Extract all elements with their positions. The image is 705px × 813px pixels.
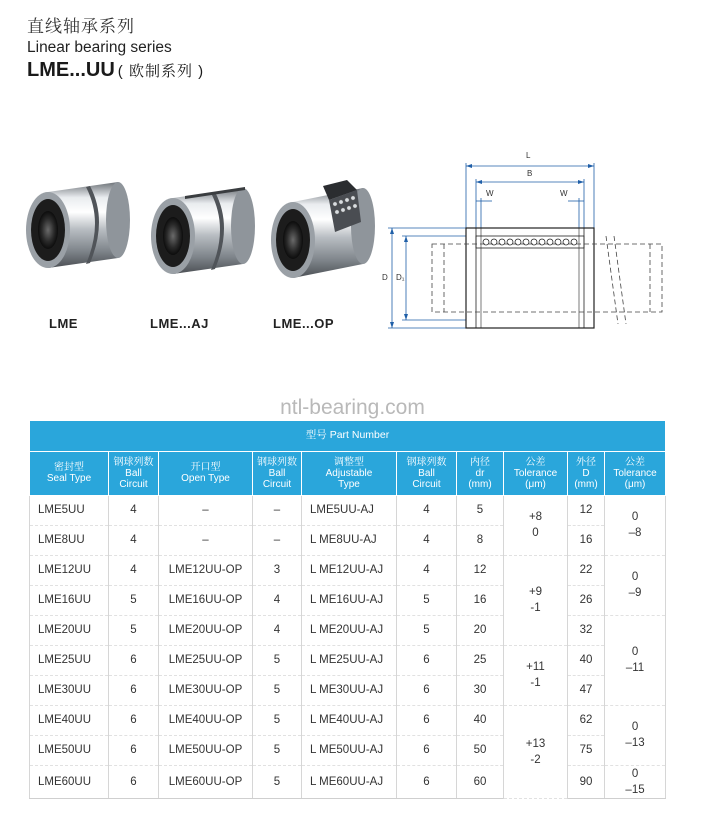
table-cell: 20 <box>457 615 504 645</box>
table-cell: 6 <box>109 705 159 735</box>
col-seal-type: 密封型 Seal Type <box>30 451 109 495</box>
table-cell: 40 <box>457 705 504 735</box>
series-title <box>27 59 204 82</box>
lme-op-photo <box>271 180 375 278</box>
technical-drawing <box>382 146 682 336</box>
table-cell: 6 <box>397 645 457 675</box>
table-cell: L ME20UU-AJ <box>302 615 397 645</box>
dim-label-l: L <box>526 151 531 160</box>
table-cell: LME25UU <box>30 645 109 675</box>
table-cell: L ME30UU-AJ <box>302 675 397 705</box>
table-cell: 50 <box>457 735 504 765</box>
col-outer-diameter: 外径 D (mm) <box>568 451 605 495</box>
table-cell: 6 <box>109 645 159 675</box>
table-cell: L ME60UU-AJ <box>302 765 397 798</box>
table-row <box>30 735 666 765</box>
lme-photo <box>26 182 130 268</box>
table-cell: 30 <box>457 675 504 705</box>
table-row <box>30 675 666 705</box>
table-cell: 5 <box>253 735 302 765</box>
table-cell: 5 <box>109 585 159 615</box>
table-cell: LME40UU-OP <box>159 705 253 735</box>
table-row <box>30 615 666 645</box>
table-cell: LME8UU <box>30 525 109 555</box>
table-row <box>30 705 666 735</box>
col-open-type: 开口型 Open Type <box>159 451 253 495</box>
table-cell: 6 <box>109 765 159 798</box>
watermark: ntl-bearing.com <box>280 396 425 419</box>
table-cell: 6 <box>109 675 159 705</box>
table-cell: 8 <box>457 525 504 555</box>
table-cell: 6 <box>397 705 457 735</box>
table-cell: 6 <box>397 735 457 765</box>
table-row <box>30 645 666 675</box>
table-row <box>30 585 666 615</box>
dim-label-d: D <box>382 273 388 282</box>
table-cell: 16 <box>568 525 605 555</box>
tolerance-d-cell: 0 –13 <box>605 705 666 765</box>
table-cell: LME5UU <box>30 495 109 525</box>
col-tolerance-d: 公差 Tolerance (μm) <box>605 451 666 495</box>
table-cell: LME16UU-OP <box>159 585 253 615</box>
lme-aj-photo <box>151 187 255 274</box>
table-cell: L ME40UU-AJ <box>302 705 397 735</box>
table-cell: LME12UU <box>30 555 109 585</box>
dim-label-w1: W <box>486 189 494 198</box>
table-cell: 5 <box>253 645 302 675</box>
table-cell: 4 <box>253 615 302 645</box>
table-cell: L ME16UU-AJ <box>302 585 397 615</box>
dim-label-w2: W <box>560 189 568 198</box>
table-cell: 4 <box>109 525 159 555</box>
table-cell: LME50UU <box>30 735 109 765</box>
table-cell: L ME8UU-AJ <box>302 525 397 555</box>
table-row <box>30 525 666 555</box>
tolerance-dr-cell: +11 -1 <box>504 645 568 705</box>
tolerance-d-cell: 0 –8 <box>605 495 666 555</box>
table-cell: 47 <box>568 675 605 705</box>
dim-label-d1: D₁ <box>396 273 405 282</box>
col-ball-circuit-1: 钢球列数 Ball Circuit <box>109 451 159 495</box>
table-cell: LME12UU-OP <box>159 555 253 585</box>
title-chinese: 直线轴承系列 <box>27 17 135 37</box>
table-cell: LME50UU-OP <box>159 735 253 765</box>
table-cell: LME25UU-OP <box>159 645 253 675</box>
table-cell: 40 <box>568 645 605 675</box>
table-cell: 12 <box>568 495 605 525</box>
table-cell: 16 <box>457 585 504 615</box>
table-cell: 4 <box>397 555 457 585</box>
table-cell: – <box>253 525 302 555</box>
table-cell: 5 <box>253 765 302 798</box>
table-cell: 75 <box>568 735 605 765</box>
table-cell: LME5UU-AJ <box>302 495 397 525</box>
tolerance-dr-cell: +13 -2 <box>504 705 568 798</box>
tolerance-d-cell: 0 –9 <box>605 555 666 615</box>
table-cell: – <box>253 495 302 525</box>
tolerance-d-cell: 0 –15 <box>605 765 666 798</box>
table-cell: 60 <box>457 765 504 798</box>
series-name: LME...UU <box>27 59 115 81</box>
table-cell: – <box>159 525 253 555</box>
table-cell: L ME12UU-AJ <box>302 555 397 585</box>
series-subtitle: ( 欧制系列 ) <box>117 63 205 80</box>
table-cell: 12 <box>457 555 504 585</box>
table-cell: 4 <box>253 585 302 615</box>
table-cell: L ME25UU-AJ <box>302 645 397 675</box>
table-cell: 22 <box>568 555 605 585</box>
table-cell: 5 <box>253 705 302 735</box>
table-cell: 5 <box>109 615 159 645</box>
table-row <box>30 765 666 798</box>
table-cell: 32 <box>568 615 605 645</box>
caption-lme-aj: LME...AJ <box>150 316 209 331</box>
col-ball-circuit-2: 钢球列数 Ball Circuit <box>253 451 302 495</box>
table-cell: 90 <box>568 765 605 798</box>
table-cell: 5 <box>253 675 302 705</box>
table-row <box>30 495 666 525</box>
table-cell: 6 <box>397 675 457 705</box>
col-tolerance-dr: 公差 Tolerance (μm) <box>504 451 568 495</box>
table-cell: LME40UU <box>30 705 109 735</box>
table-cell: LME60UU-OP <box>159 765 253 798</box>
table-cell: – <box>159 495 253 525</box>
table-cell: LME20UU <box>30 615 109 645</box>
tolerance-dr-cell: +9 -1 <box>504 555 568 645</box>
table-cell: L ME50UU-AJ <box>302 735 397 765</box>
tolerance-d-cell: 0 –11 <box>605 615 666 705</box>
col-inner-diameter: 内径 dr (mm) <box>457 451 504 495</box>
spec-table <box>29 421 666 799</box>
title-english: Linear bearing series <box>27 39 172 56</box>
table-cell: 3 <box>253 555 302 585</box>
table-cell: 5 <box>457 495 504 525</box>
table-cell: 5 <box>397 615 457 645</box>
table-cell: LME30UU-OP <box>159 675 253 705</box>
table-cell: 6 <box>397 765 457 798</box>
table-cell: LME60UU <box>30 765 109 798</box>
table-cell: LME30UU <box>30 675 109 705</box>
col-ball-circuit-3: 钢球列数 Ball Circuit <box>397 451 457 495</box>
col-adjustable-type: 调整型 Adjustable Type <box>302 451 397 495</box>
table-cell: 4 <box>109 555 159 585</box>
table-row <box>30 555 666 585</box>
table-cell: 4 <box>109 495 159 525</box>
table-cell: 4 <box>397 495 457 525</box>
table-cell: 62 <box>568 705 605 735</box>
dim-label-b: B <box>527 169 533 178</box>
product-photos <box>20 180 390 290</box>
caption-lme-op: LME...OP <box>273 316 335 331</box>
table-cell: 26 <box>568 585 605 615</box>
table-cell: 6 <box>109 735 159 765</box>
caption-lme: LME <box>49 316 78 331</box>
part-number-header: 型号 Part Number <box>30 421 666 451</box>
table-cell: 25 <box>457 645 504 675</box>
tolerance-dr-cell: +8 0 <box>504 495 568 555</box>
table-cell: LME20UU-OP <box>159 615 253 645</box>
table-cell: LME16UU <box>30 585 109 615</box>
table-cell: 4 <box>397 525 457 555</box>
table-cell: 5 <box>397 585 457 615</box>
